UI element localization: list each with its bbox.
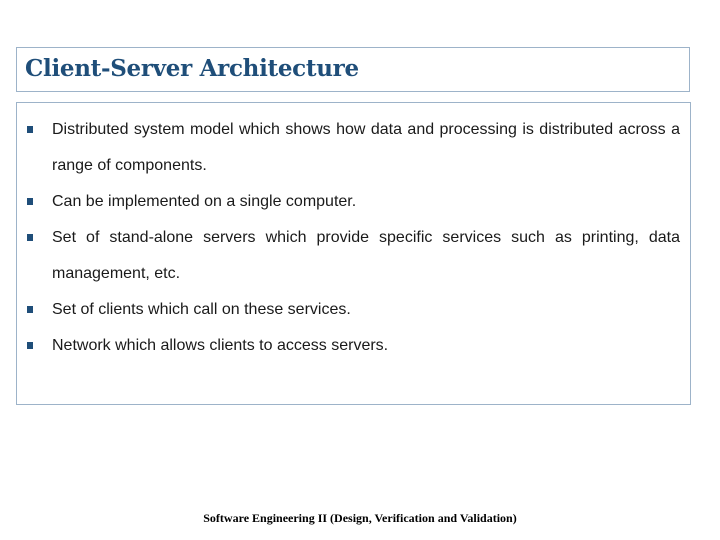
bullet-item	[17, 184, 690, 220]
bullet-text: Network which allows clients to access servers.	[52, 337, 389, 354]
bullet-item	[17, 112, 690, 184]
content-box	[16, 102, 691, 405]
bullet-text: Can be implemented on a single computer.	[52, 193, 357, 210]
square-bullet-icon	[27, 342, 33, 349]
square-bullet-icon	[27, 306, 33, 313]
square-bullet-icon	[27, 126, 33, 133]
bullet-item	[17, 220, 690, 292]
square-bullet-icon	[27, 198, 33, 205]
slide-footer: Software Engineering II (Design, Verification and Validation)	[203, 511, 517, 525]
bullet-item	[17, 292, 690, 328]
bullet-text: Set of stand-alone servers which provide specific services such as printing, data management, etc.	[52, 229, 680, 282]
bullet-item	[17, 328, 690, 364]
slide-title-box	[16, 47, 690, 92]
square-bullet-icon	[27, 234, 33, 241]
bullet-text: Set of clients which call on these services.	[52, 301, 351, 318]
slide-title: Client-Server Architecture	[25, 55, 359, 82]
bullet-list	[17, 112, 690, 364]
bullet-text: Distributed system model which shows how data and processing is distributed across a range of components.	[52, 121, 680, 174]
